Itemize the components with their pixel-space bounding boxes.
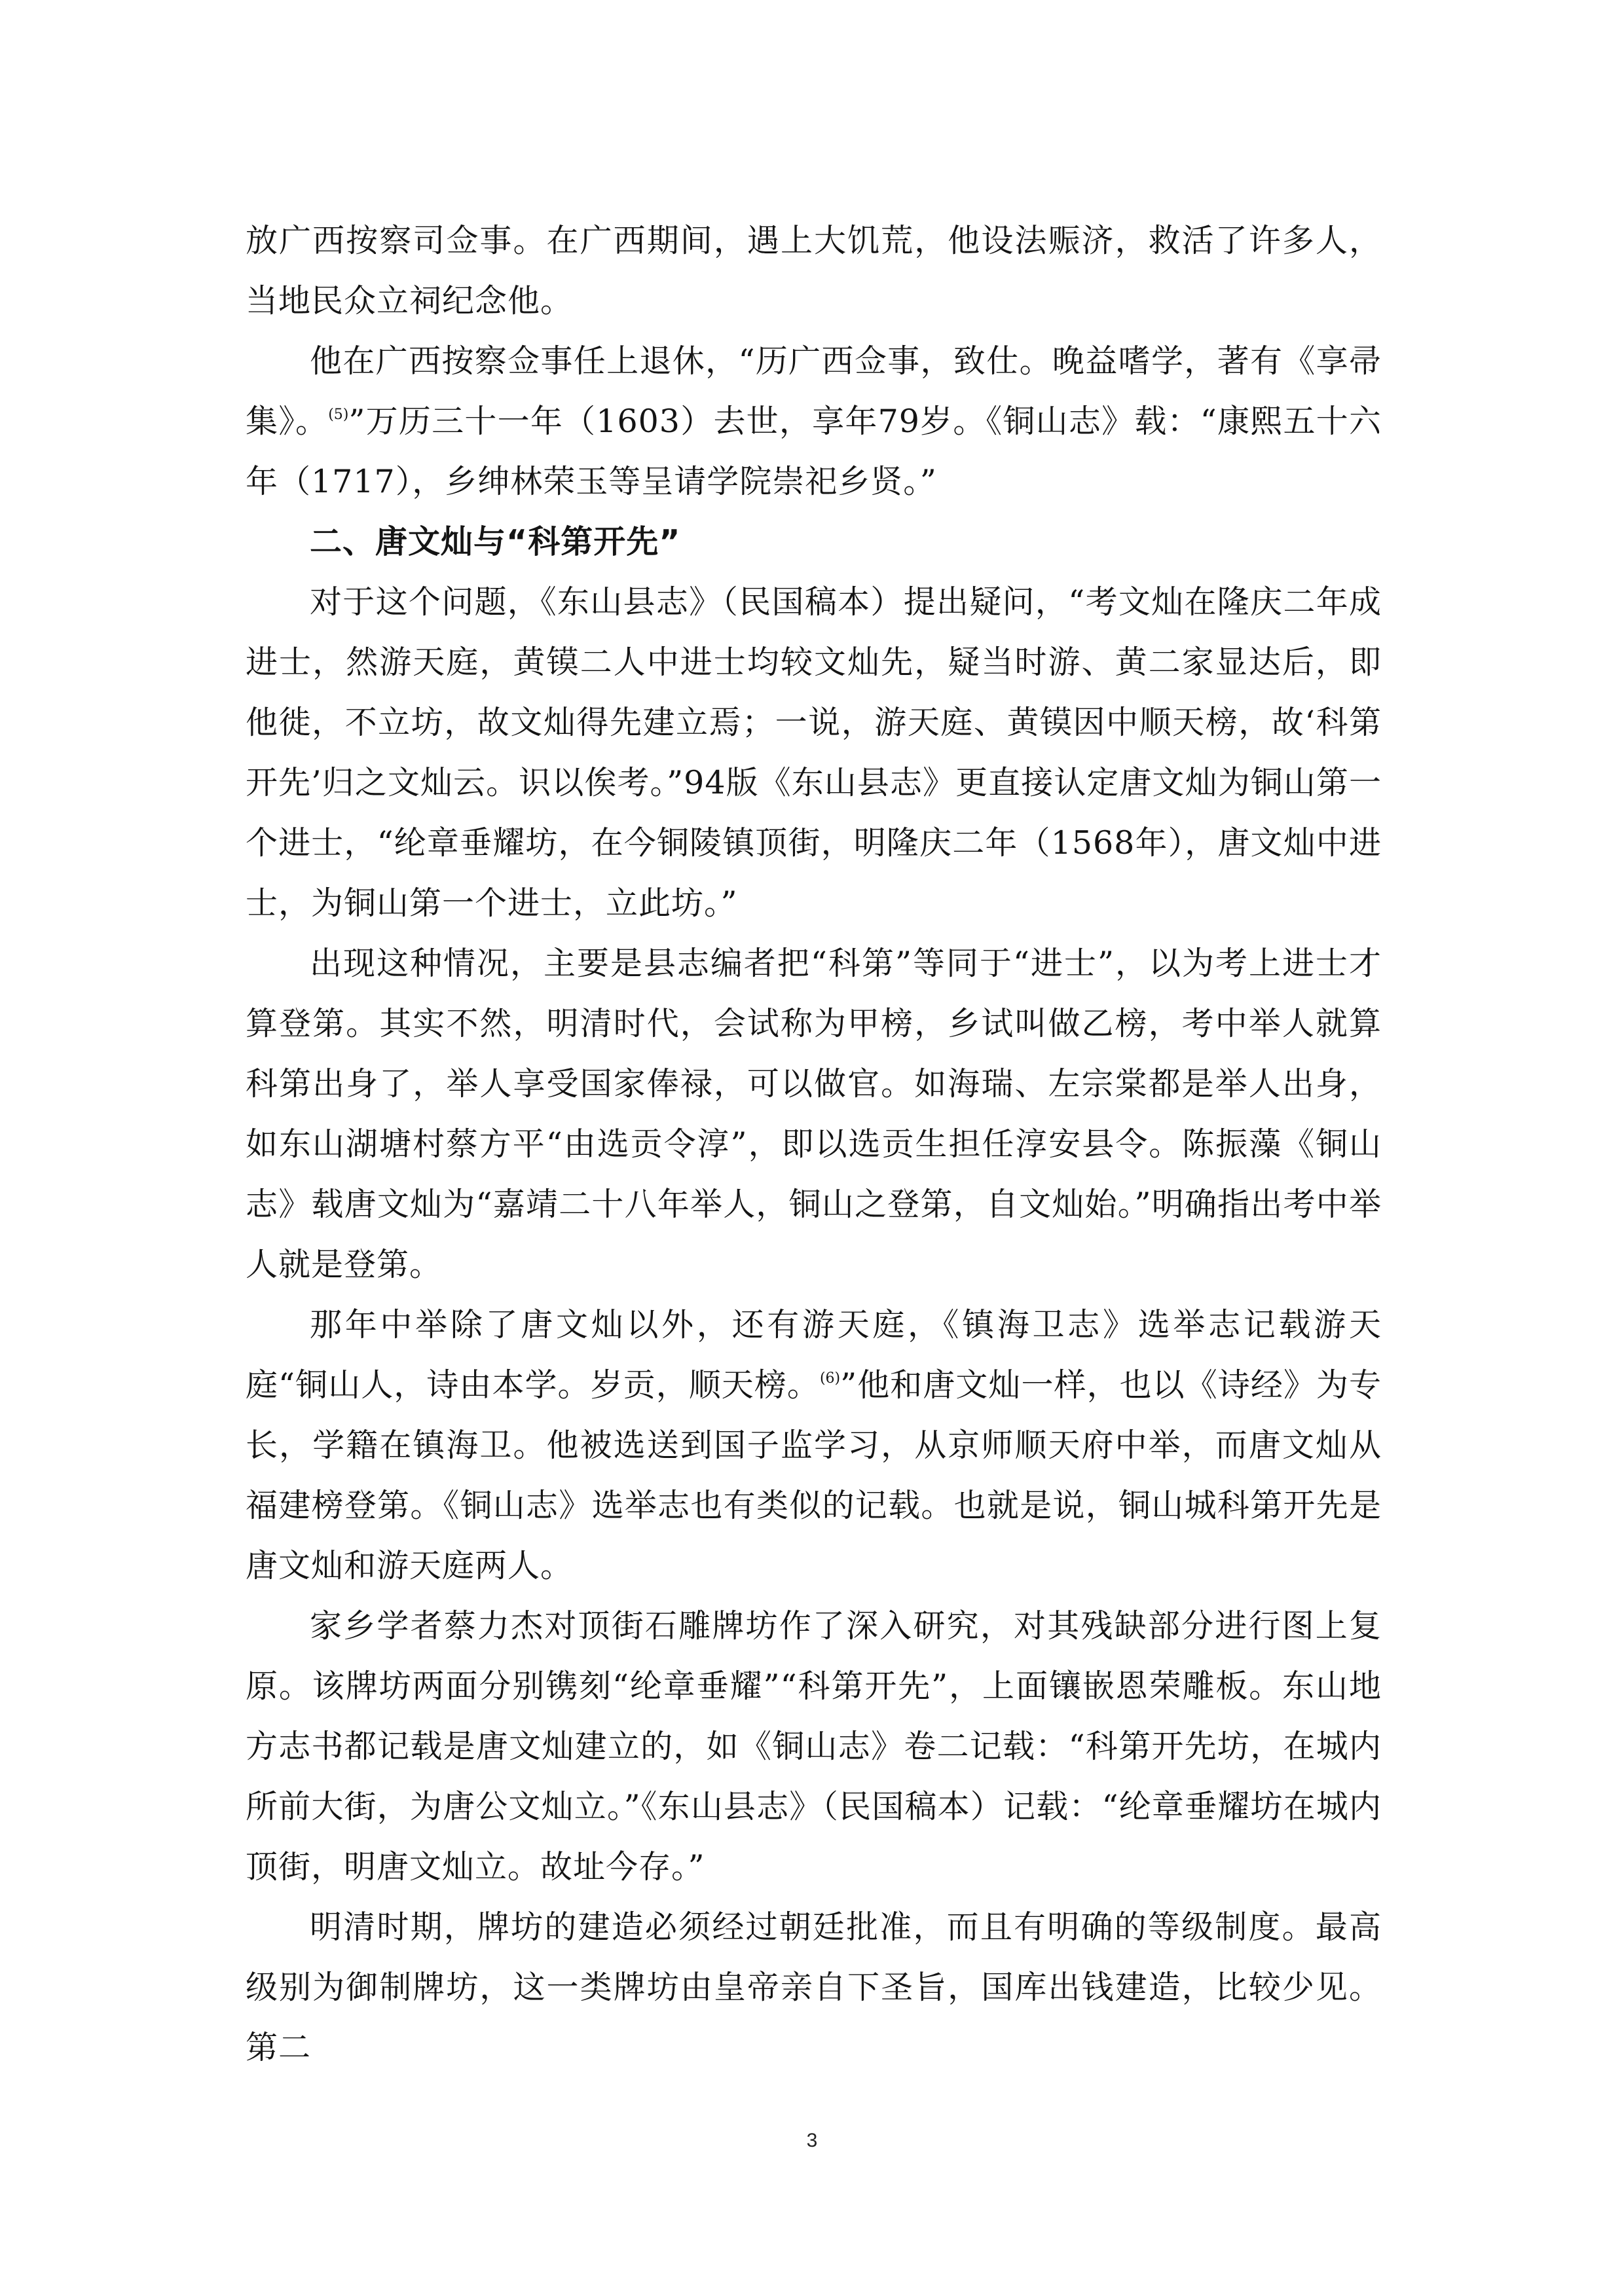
footnote-ref-5: (5): [328, 407, 349, 423]
paragraph-2: [246, 331, 1382, 512]
paragraph-4: 出现这种情况，主要是县志编者把“科第”等同于“进士”，以为考上进士才算登第。其实不然，明清时代，会试称为甲榜，乡试叫做乙榜，考中举人就算科第出身了，举人享受国家俸禄，可以做官。如海瑞、左宗棠都是举人出身，如东山湖塘村蔡方平“由选贡令淳”，即以选贡生担任淳安县令。陈振藻《铜山志》载唐文灿为“嘉靖二十八年举人，铜山之登第，自文灿始。”明确指出考中举人就是登第。: [246, 945, 1382, 1283]
page-number: 3: [806, 2130, 818, 2151]
paragraph-6: 家乡学者蔡力杰对顶街石雕牌坊作了深入研究，对其残缺部分进行图上复原。该牌坊两面分别镌刻“纶章垂耀”“科第开先”，上面镶嵌恩荣雕板。东山地方志书都记载是唐文灿建立的，如《铜山志》卷二记载：“科第开先坊，在城内所前大街，为唐公文灿立。”《东山县志》（民国稿本）记载：“纶章垂耀坊在城内顶街，明唐文灿立。故址今存。”: [246, 1607, 1382, 1886]
paragraph-5: [246, 1295, 1382, 1596]
page-body: [246, 211, 1382, 2078]
paragraph-5-text-a: 那年中举除了唐文灿以外，还有游天庭，《镇海卫志》选举志记载游天庭“铜山人，诗由本学。岁贡，顺天榜。: [246, 1306, 1382, 1404]
paragraph-5-text-b: ”他和唐文灿一样，也以《诗经》为专长，学籍在镇海卫。他被选送到国子监学习，从京师顺天府中举，而唐文灿从福建榜登第。《铜山志》选举志也有类似的记载。也就是说，铜山城科第开先是唐文灿和游天庭两人。: [246, 1366, 1382, 1584]
paragraph-2-text-a: 他在广西按察佥事任上退休，“历广西佥事，致仕。晚益嗜学，著有《享帚集》。: [246, 342, 1382, 440]
paragraph-1: 放广西按察司佥事。在广西期间，遇上大饥荒，他设法赈济，救活了许多人，当地民众立祠纪念他。: [246, 222, 1382, 319]
section-heading: 二、唐文灿与“科第开先”: [310, 523, 681, 560]
footnote-ref-6: (6): [819, 1370, 841, 1387]
paragraph-2-text-b: ”万历三十一年（1603）去世，享年79岁。《铜山志》载：“康熙五十六年（1717），乡绅林荣玉等呈请学院崇祀乡贤。”: [246, 403, 1382, 500]
paragraph-3: 对于这个问题，《东山县志》（民国稿本）提出疑问，“考文灿在隆庆二年成进士，然游天庭，黄镆二人中进士均较文灿先，疑当时游、黄二家显达后，即他徙，不立坊，故文灿得先建立焉；一说，游天庭、黄镆因中顺天榜，故‘科第开先’归之文灿云。识以俟考。”94版《东山县志》更直接认定唐文灿为铜山第一个进士，“纶章垂耀坊，在今铜陵镇顶街，明隆庆二年（1568年），唐文灿中进士，为铜山第一个进士，立此坊。”: [246, 583, 1382, 922]
paragraph-7: 明清时期，牌坊的建造必须经过朝廷批准，而且有明确的等级制度。最高级别为御制牌坊，这一类牌坊由皇帝亲自下圣旨，国库出钱建造，比较少见。第二: [246, 1908, 1382, 2066]
